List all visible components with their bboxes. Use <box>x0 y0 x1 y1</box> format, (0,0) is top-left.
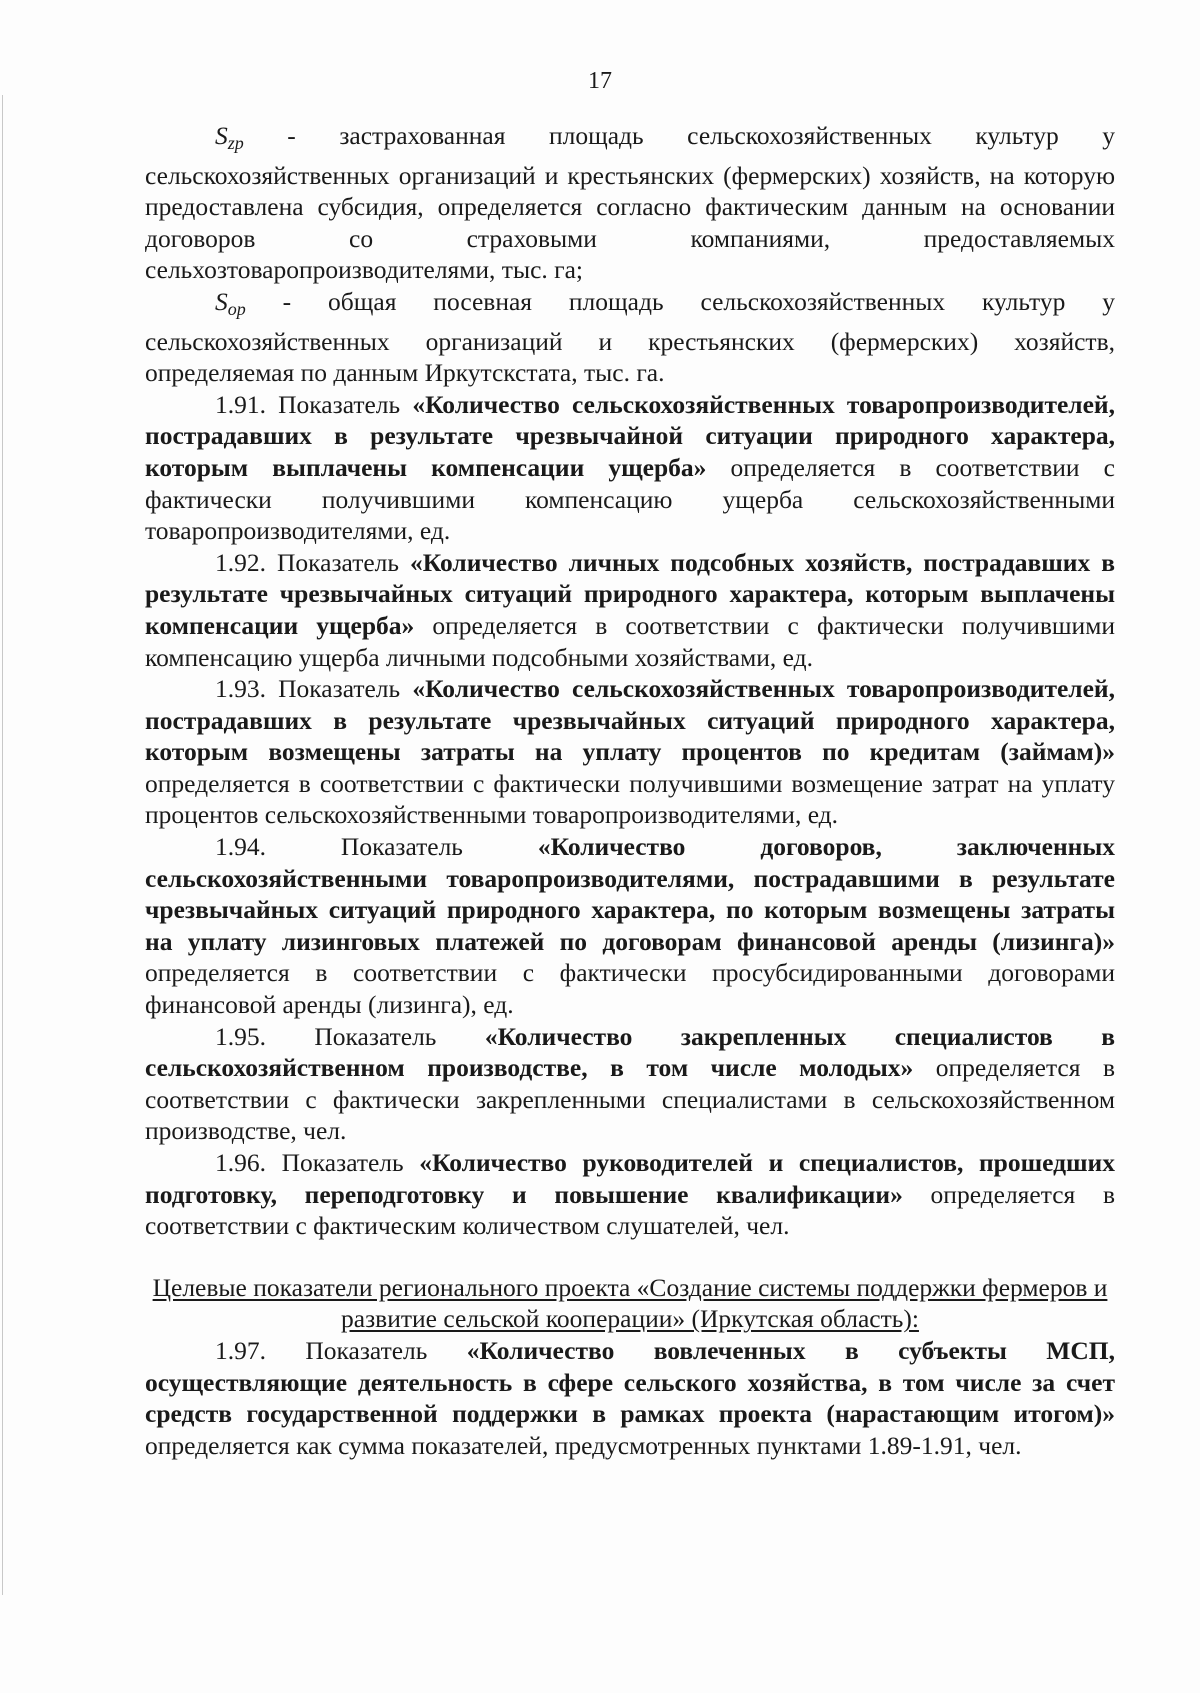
item-1-95 <box>145 1021 1115 1147</box>
item-indicator-name: «Количество личных подсобных хозяйств, пострадавших в результате чрезвычайных ситуаций природного характера, которым выплачены компенсации ущерба» <box>145 547 1115 640</box>
item-indicator-name: «Количество сельскохозяйственных товаропроизводителей, пострадавших в результате чрезвычайных ситуаций природного характера, которым возмещены затраты на уплату процентов по кредитам (займам)» <box>145 674 1115 767</box>
item-1-93 <box>145 673 1115 831</box>
item-description: определяется как сумма показателей, предусмотренных пунктами 1.89-1.91, чел. <box>145 1430 1022 1460</box>
item-description: определяется в соответствии с фактически закрепленными специалистами в сельскохозяйственном производстве, чел. <box>145 1053 1115 1146</box>
document-body <box>145 120 1115 1461</box>
item-description: определяется в соответствии с фактически получившими компенсацию ущерба личными подсобными хозяйствами, ед. <box>145 610 1115 672</box>
definition-text: - общая посевная площадь сельскохозяйственных культур у сельскохозяйственных организаций и крестьянских (фермерских) хозяйств, определяемая по данным Иркутскстата, тыс. га. <box>145 286 1115 388</box>
item-indicator-name: «Количество договоров, заключенных сельскохозяйственными товаропроизводителями, пострадавшими в результате чрезвычайных ситуаций природного характера, по которым возмещены затраты на уплату лизинговых платежей по договорам финансовой аренды (лизинга)» <box>145 832 1115 956</box>
symbol-s: S <box>215 121 228 150</box>
section-heading: Целевые показатели регионального проекта «Создание системы поддержки фермеров и развитие сельской кооперации» (Иркутская область): <box>152 1272 1108 1334</box>
definition-text: - застрахованная площадь сельскохозяйственных культур у сельскохозяйственных организаций и крестьянских (фермерских) хозяйств, на которую предоставлена субсидия, определяется согласно фактическим данным на основании договоров со страховыми компаниями, предоставляемых сельхозтоваропроизводителями, тыс. га; <box>145 121 1115 285</box>
item-number: 1.97. Показатель <box>215 1335 467 1365</box>
scan-edge <box>2 95 3 1595</box>
item-description: определяется в соответствии с фактически получившими возмещение затрат на уплату процентов сельскохозяйственными товаропроизводителями, ед. <box>145 768 1115 830</box>
item-indicator-name: «Количество вовлеченных в субъекты МСП, осуществляющие деятельность в сфере сельского хозяйства, в том числе за счет средств государственной поддержки в рамках проекта (нарастающим итогом)» <box>145 1335 1115 1429</box>
item-number: 1.92. Показатель <box>215 547 411 577</box>
item-indicator-name: «Количество сельскохозяйственных товаропроизводителей, пострадавших в результате чрезвычайной ситуации природного характера, которым выплачены компенсации ущерба» <box>145 389 1115 482</box>
item-1-96 <box>145 1147 1115 1242</box>
item-number: 1.95. Показатель <box>215 1021 485 1051</box>
definition-sop <box>145 286 1115 389</box>
page-number: 17 <box>588 68 612 94</box>
item-number: 1.91. Показатель <box>215 389 413 419</box>
symbol-s: S <box>215 286 228 316</box>
item-1-94 <box>145 831 1115 1021</box>
item-number: 1.93. Показатель <box>215 674 413 704</box>
item-number: 1.96. Показатель <box>215 1148 420 1177</box>
subscript-zp: zp <box>227 133 244 153</box>
item-indicator-name: «Количество руководителей и специалистов, прошедших подготовку, переподготовку и повышение квалификации» <box>145 1148 1115 1209</box>
item-1-91 <box>145 389 1115 547</box>
item-description: определяется в соответствии с фактическим количеством слушателей, чел. <box>145 1179 1115 1241</box>
item-1-92 <box>145 547 1115 673</box>
item-description: определяется в соответствии с фактически получившими компенсацию ущерба сельскохозяйственными товаропроизводителями, ед. <box>145 452 1116 546</box>
subscript-op: op <box>227 298 246 319</box>
item-number: 1.94. Показатель <box>215 832 538 862</box>
definition-szp <box>145 120 1115 286</box>
item-1-97 <box>145 1335 1115 1461</box>
item-description: определяется в соответствии с фактически просубсидированными договорами финансовой аренды (лизинга), ед. <box>145 958 1115 1020</box>
item-indicator-name: «Количество закрепленных специалистов в сельскохозяйственном производстве, в том числе молодых» <box>145 1021 1115 1083</box>
